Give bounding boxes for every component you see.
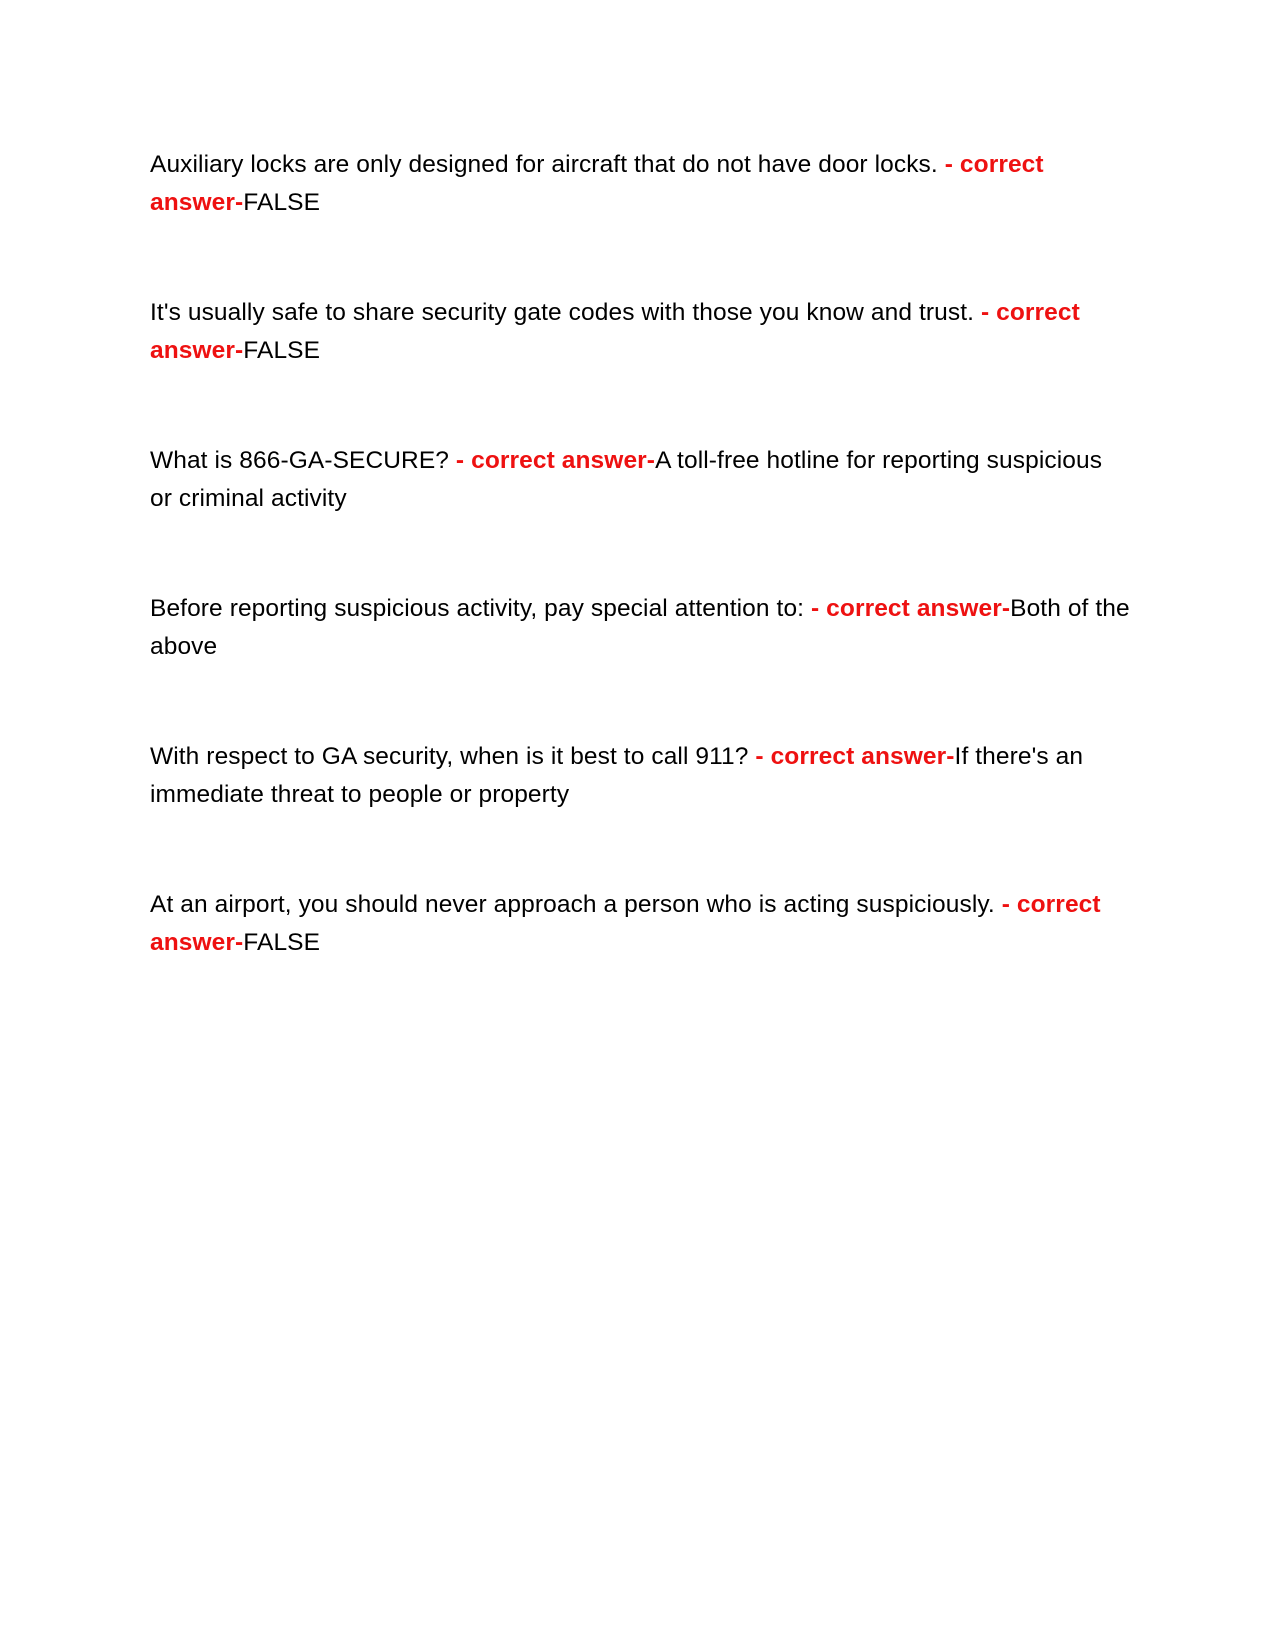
qa-item (150, 886, 1130, 962)
question-text: Before reporting suspicious activity, pay special attention to: (150, 595, 805, 622)
answer-text: FALSE (243, 189, 321, 216)
question-text: What is 866-GA-SECURE? (150, 447, 450, 474)
correct-answer-marker: - correct answer- (449, 447, 656, 474)
qa-list (150, 146, 1130, 1034)
qa-item (150, 590, 1130, 666)
question-text: It's usually safe to share security gate codes with those you know and trust. (150, 299, 975, 326)
answer-text: Both of the above (150, 595, 1130, 660)
correct-answer-marker: - correct answer- (150, 299, 1080, 364)
answer-text: If there's an immediate threat to people or property (150, 743, 1084, 808)
question-text: Auxiliary locks are only designed for aircraft that do not have door locks. (150, 151, 938, 178)
qa-item (150, 146, 1130, 222)
correct-answer-marker: - correct answer- (804, 595, 1011, 622)
correct-answer-marker: - correct answer- (150, 151, 1044, 216)
answer-text: FALSE (243, 929, 321, 956)
answer-text: A toll-free hotline for reporting suspicious or criminal activity (150, 447, 1103, 512)
question-text: At an airport, you should never approach a person who is acting suspiciously. (150, 891, 995, 918)
correct-answer-marker: - correct answer- (150, 891, 1101, 956)
qa-item (150, 738, 1130, 814)
question-text: With respect to GA security, when is it best to call 911? (150, 743, 749, 770)
answer-text: FALSE (243, 337, 321, 364)
qa-item (150, 294, 1130, 370)
correct-answer-marker: - correct answer- (748, 743, 955, 770)
qa-item (150, 442, 1130, 518)
